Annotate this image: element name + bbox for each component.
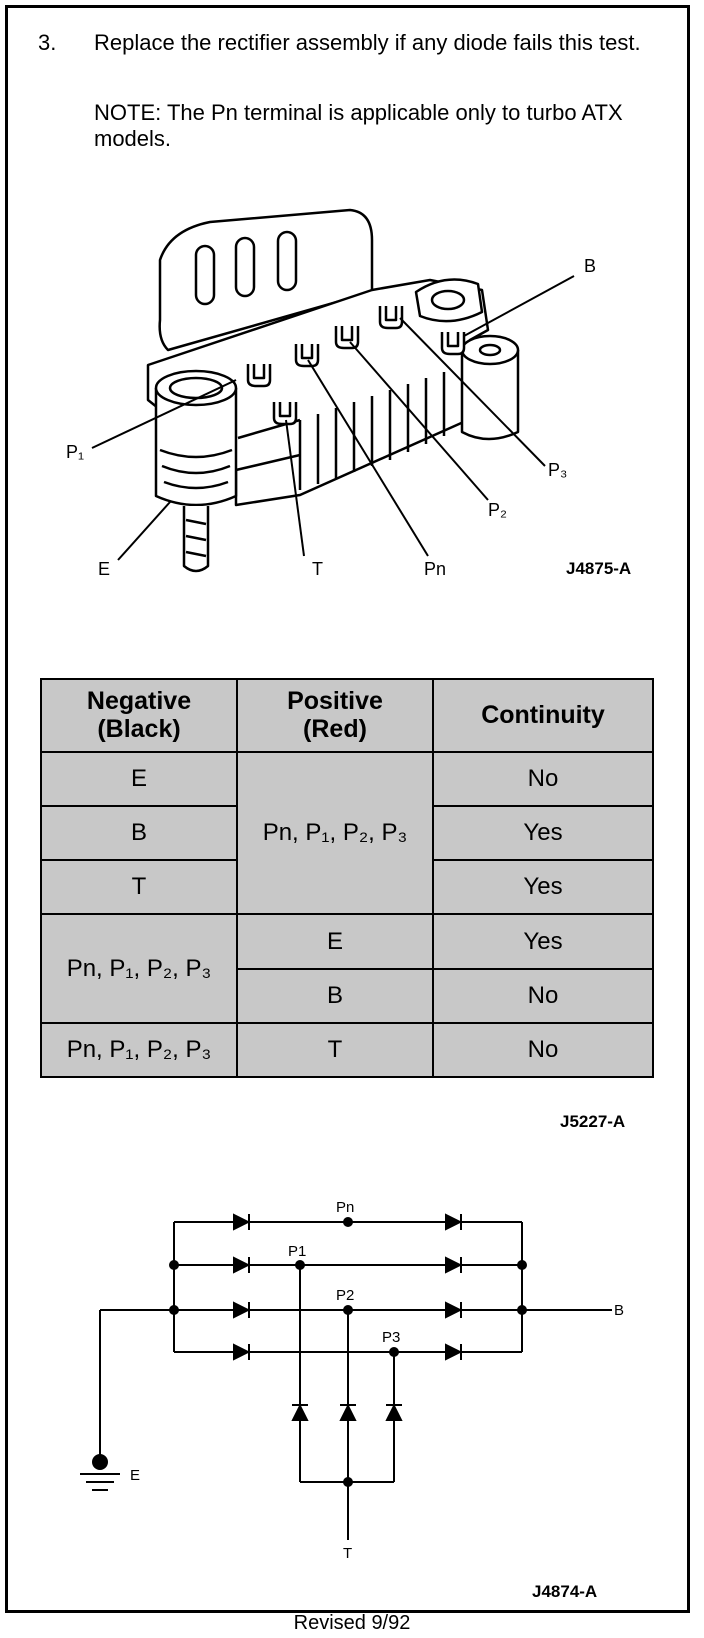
rectifier-circuit-schematic bbox=[0, 1000, 704, 1560]
figure-id-j4875: J4875-A bbox=[566, 559, 632, 578]
figure-id-j5227: J5227-A bbox=[560, 1112, 626, 1131]
cell-continuity: No bbox=[433, 1023, 653, 1077]
header-positive: Positive (Red) bbox=[237, 679, 433, 752]
cell-continuity: Yes bbox=[433, 806, 653, 860]
schematic-label-pn: Pn bbox=[336, 1199, 355, 1216]
label-t: T bbox=[312, 559, 323, 579]
label-p1: P₁ bbox=[66, 442, 85, 462]
schematic-label-p3: P3 bbox=[382, 1329, 401, 1346]
table-row bbox=[41, 752, 653, 806]
cell-positive: Pn, P₁, P₂, P₃ bbox=[237, 752, 433, 915]
cell-positive: T bbox=[237, 1023, 433, 1077]
schematic-label-p2: P2 bbox=[336, 1287, 355, 1304]
label-pn: Pn bbox=[424, 559, 447, 579]
cell-positive: E bbox=[237, 914, 433, 968]
cell-positive: B bbox=[237, 969, 433, 1023]
cell-continuity: No bbox=[433, 752, 653, 806]
label-p3: P₃ bbox=[548, 460, 568, 480]
cell-continuity: No bbox=[433, 969, 653, 1023]
schematic-label-b: B bbox=[614, 1302, 625, 1319]
cell-negative: E bbox=[41, 752, 237, 806]
label-e: E bbox=[98, 559, 111, 579]
rectifier-assembly-illustration bbox=[0, 200, 704, 600]
cell-continuity: Yes bbox=[433, 914, 653, 968]
table-header-row bbox=[41, 679, 653, 752]
figure-id-j4874: J4874-A bbox=[532, 1582, 598, 1601]
label-p2: P₂ bbox=[488, 500, 507, 520]
step-note: NOTE: The Pn terminal is applicable only to turbo ATX models. bbox=[94, 100, 623, 151]
label-b: B bbox=[584, 256, 597, 276]
schematic-label-p1: P1 bbox=[288, 1243, 307, 1260]
table-row bbox=[41, 914, 653, 968]
header-negative: Negative (Black) bbox=[41, 679, 237, 752]
cell-negative: T bbox=[41, 860, 237, 914]
header-continuity: Continuity bbox=[433, 679, 653, 752]
cell-negative: B bbox=[41, 806, 237, 860]
revised-footer: Revised 9/92 bbox=[293, 1612, 411, 1634]
cell-negative: Pn, P₁, P₂, P₃ bbox=[41, 914, 237, 1022]
schematic-label-e: E bbox=[130, 1467, 141, 1484]
cell-continuity: Yes bbox=[433, 860, 653, 914]
step-number: 3. bbox=[38, 30, 57, 55]
cell-negative: Pn, P₁, P₂, P₃ bbox=[41, 1023, 237, 1077]
step-text: Replace the rectifier assembly if any diode fails this test. bbox=[94, 30, 641, 55]
schematic-label-t: T bbox=[343, 1545, 353, 1560]
